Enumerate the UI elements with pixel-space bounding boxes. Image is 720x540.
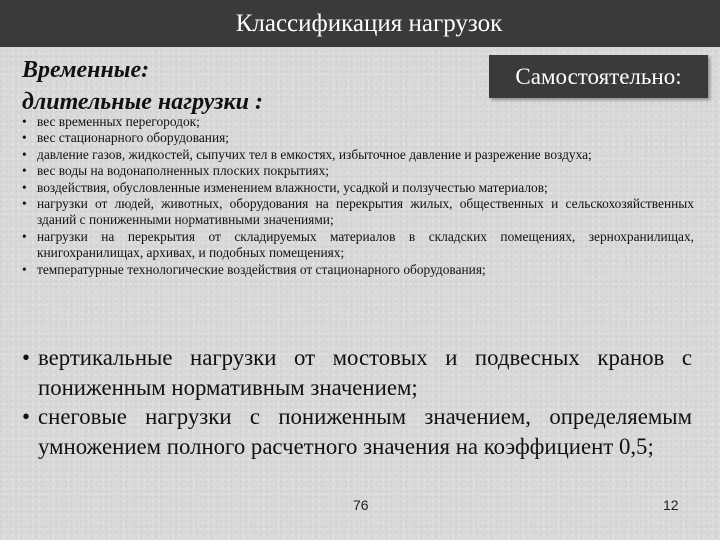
self-study-label: Самостоятельно:	[515, 63, 682, 89]
highlighted-loads-list	[22, 343, 692, 461]
page-number-right: 12	[663, 497, 679, 513]
list-item: • вес воды на водонаполненных плоских покрытиях;	[22, 163, 694, 179]
heading-line-1: Временные:	[22, 57, 150, 83]
self-study-badge	[489, 55, 708, 98]
heading-line-2: длительные нагрузки :	[22, 89, 263, 115]
list-item: • нагрузки на перекрытия от складируемых материалов в складских помещениях, зернохранилищах, книгохранилищах, архивах, и подобных помещениях;	[22, 229, 694, 262]
slide-title: Классификация нагрузок	[235, 9, 503, 37]
long-term-loads-list	[22, 114, 694, 278]
list-item: • воздействия, обусловленные изменением влажности, усадкой и ползучестью материалов;	[22, 180, 694, 196]
list-item: • давление газов, жидкостей, сыпучих тел в емкостях, избыточное давление и разрежение воздуха;	[22, 147, 694, 163]
section-heading	[22, 54, 263, 118]
list-item-large: • вертикальные нагрузки от мостовых и подвесных кранов с пониженным нормативным значением;	[22, 343, 692, 402]
list-item: • температурные технологические воздействия от стационарного оборудования;	[22, 262, 694, 278]
list-item-large: • снеговые нагрузки с пониженным значением, определяемым умножением полного расчетного значения на коэффициент 0,5;	[22, 402, 692, 461]
list-item: • вес стационарного оборудования;	[22, 130, 694, 146]
list-item: • нагрузки от людей, животных, оборудования на перекрытия жилых, общественных и сельскохозяйственных зданий с пониженными нормативными значениями;	[22, 196, 694, 229]
list-item: • вес временных перегородок;	[22, 114, 694, 130]
title-bar	[0, 0, 720, 47]
page-number-left: 76	[353, 497, 369, 513]
